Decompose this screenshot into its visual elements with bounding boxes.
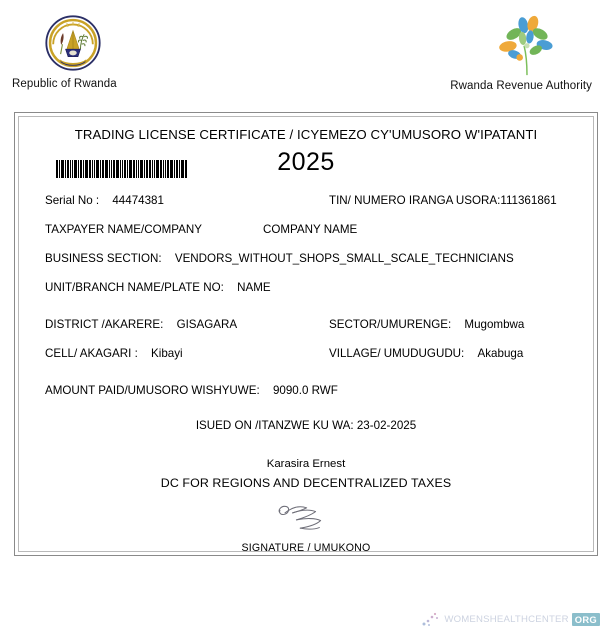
amount-paid-value: 9090.0 RWF <box>272 384 338 397</box>
dots-sparkle-icon <box>421 610 441 628</box>
cell-village-row <box>33 339 579 368</box>
watermark-text: WOMENSHEALTHCENTER <box>444 613 569 625</box>
village-field <box>329 339 523 368</box>
cell-value: Kibayi <box>151 347 183 360</box>
certificate-content <box>19 117 593 554</box>
sector-field <box>329 310 524 339</box>
page-header <box>0 0 612 108</box>
tin-value: 111361861 <box>500 194 557 207</box>
business-section-field <box>45 244 514 273</box>
taxpayer-row <box>33 215 579 244</box>
republic-of-rwanda-caption: Republic of Rwanda <box>12 78 117 90</box>
district-label: DISTRICT /AKARERE: <box>45 318 164 331</box>
rwanda-coat-of-arms-icon <box>8 12 138 74</box>
unit-branch-field <box>45 273 271 302</box>
spacer <box>33 368 579 376</box>
trading-license-certificate <box>14 112 598 556</box>
tin-label: TIN/ NUMERO IRANGA USORA: <box>329 194 501 207</box>
amount-paid-field <box>45 376 338 405</box>
village-label: VILLAGE/ UMUDUGUDU: <box>329 347 465 360</box>
spacer <box>33 302 579 310</box>
certificate-inner-border <box>18 116 594 552</box>
sector-label: SECTOR/UMURENGE: <box>329 318 452 331</box>
issued-on-row <box>33 419 579 432</box>
signature-caption: SIGNATURE / UMUKONO <box>241 542 371 554</box>
rwanda-revenue-authority-logo-icon <box>422 12 592 78</box>
amount-paid-label: AMOUNT PAID/UMUSORO WISHYUWE: <box>45 384 260 397</box>
certificate-title: TRADING LICENSE CERTIFICATE / ICYEMEZO CY'UMUSORO W'IPATANTI <box>74 127 538 142</box>
certificate-year: 2025 <box>277 148 335 176</box>
taxpayer-label: TAXPAYER NAME/COMPANY <box>45 223 202 236</box>
amount-paid-row <box>33 376 579 405</box>
republic-of-rwanda-logo-block <box>8 12 138 90</box>
serial-no-label: Serial No : <box>45 194 100 207</box>
sector-value: Mugombwa <box>464 318 525 331</box>
serial-no-value: 44474381 <box>112 194 164 207</box>
rra-logo-block <box>422 12 592 92</box>
business-section-label: BUSINESS SECTION: <box>45 252 162 265</box>
unit-branch-row <box>33 273 579 302</box>
serial-no-field <box>45 186 164 215</box>
unit-branch-label: UNIT/BRANCH NAME/PLATE NO: <box>45 281 224 294</box>
district-value: GISAGARA <box>176 318 238 331</box>
business-section-value: VENDORS_WITHOUT_SHOPS_SMALL_SCALE_TECHNICIANS <box>174 252 514 265</box>
signatory-role: DC FOR REGIONS AND DECENTRALIZED TAXES <box>160 476 452 490</box>
issued-on-value: 23-02-2025 <box>356 419 417 432</box>
issued-on-label: ISUED ON /ITANZWE KU WA: <box>195 419 354 432</box>
village-value: Akabuga <box>477 347 524 360</box>
cell-field <box>45 339 183 368</box>
cell-label: CELL/ AKAGARI : <box>45 347 138 360</box>
serial-tin-row <box>33 186 579 215</box>
year-and-barcode-row <box>33 142 579 186</box>
spacer <box>33 405 579 419</box>
district-sector-row <box>33 310 579 339</box>
site-watermark <box>421 610 600 628</box>
unit-branch-value: NAME <box>237 281 271 294</box>
rra-caption: Rwanda Revenue Authority <box>450 80 592 92</box>
business-section-row <box>33 244 579 273</box>
district-field <box>45 310 237 339</box>
tin-field <box>329 186 557 215</box>
taxpayer-value: COMPANY NAME <box>263 223 358 236</box>
watermark-badge: ORG <box>572 613 600 626</box>
signatory-name: Karasira Ernest <box>266 458 346 470</box>
handwritten-signature-icon <box>33 498 579 540</box>
